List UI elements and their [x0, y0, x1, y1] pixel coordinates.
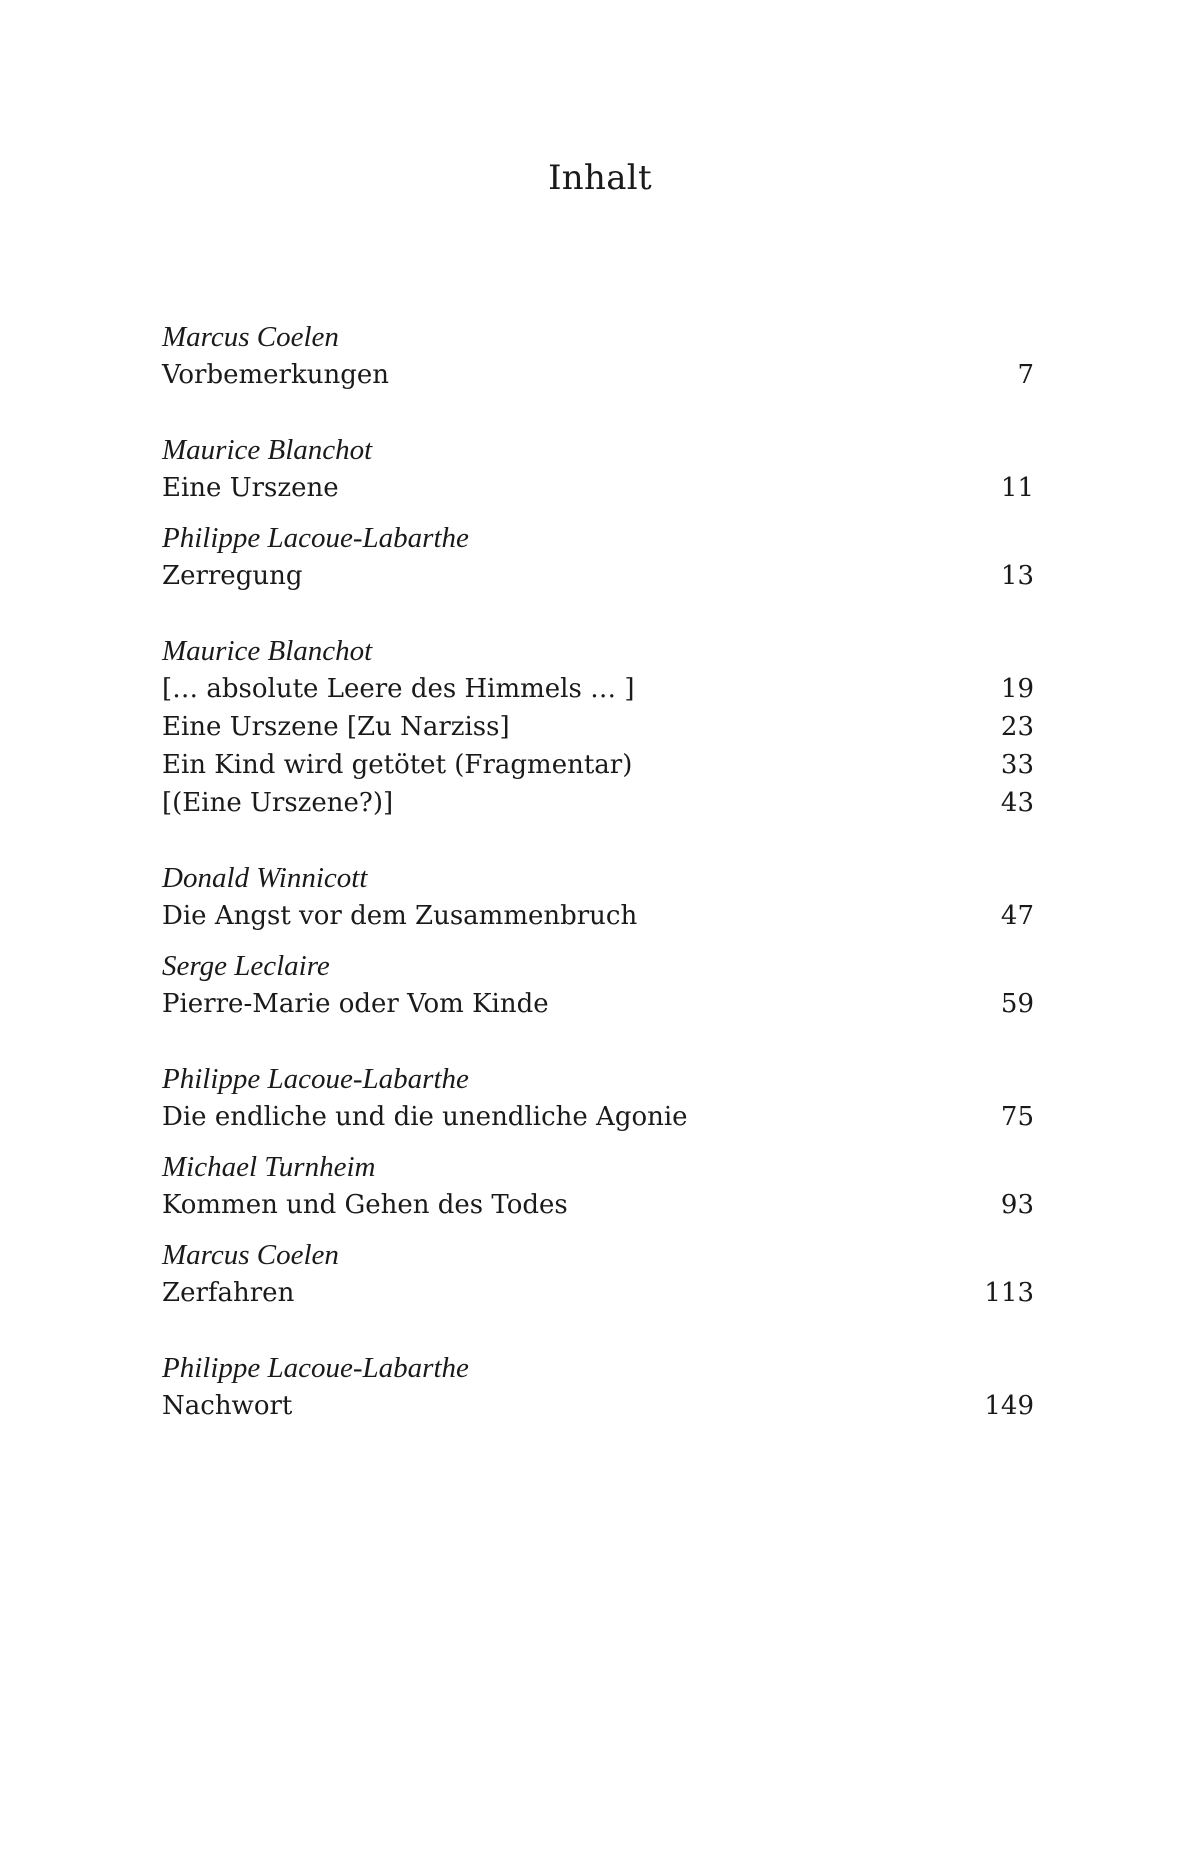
- entry-page-number: 113: [984, 1278, 1034, 1308]
- entry-page-number: 43: [1000, 788, 1034, 818]
- toc-section: [162, 632, 1034, 822]
- page-title: Inhalt: [548, 158, 652, 198]
- toc-section: [162, 519, 1034, 595]
- toc-entry: [162, 897, 1034, 935]
- entry-page-number: 11: [1000, 473, 1034, 503]
- entry-title: Eine Urszene [Zu Narziss]: [162, 712, 510, 742]
- entry-page-number: 19: [1000, 674, 1034, 704]
- entry-page-number: 13: [1000, 561, 1034, 591]
- entry-title: [… absolute Leere des Himmels … ]: [162, 674, 635, 704]
- entry-title: [(Eine Urszene?)]: [162, 788, 394, 818]
- toc-entry: [162, 670, 1034, 708]
- entry-title: Zerfahren: [162, 1278, 295, 1308]
- toc-entry: [162, 1098, 1034, 1136]
- entry-title: Die Angst vor dem Zusammenbruch: [162, 901, 638, 931]
- toc-entry: [162, 1274, 1034, 1312]
- toc-entry: [162, 784, 1034, 822]
- toc-section: [162, 1148, 1034, 1224]
- toc-entry: [162, 985, 1034, 1023]
- toc-entry: [162, 557, 1034, 595]
- entry-title: Pierre-Marie oder Vom Kinde: [162, 989, 549, 1019]
- section-author: Philippe Lacoue-Labarthe: [162, 1063, 469, 1095]
- entry-title: Eine Urszene: [162, 473, 339, 503]
- toc-section: [162, 318, 1034, 394]
- toc-entry: [162, 469, 1034, 507]
- entry-title: Zerregung: [162, 561, 303, 591]
- entry-page-number: 33: [1000, 750, 1034, 780]
- toc-entry: [162, 1186, 1034, 1224]
- section-author: Philippe Lacoue-Labarthe: [162, 1352, 469, 1384]
- section-author: Marcus Coelen: [162, 1239, 339, 1271]
- toc-section: [162, 1060, 1034, 1136]
- section-author: Philippe Lacoue-Labarthe: [162, 522, 469, 554]
- entry-title: Nachwort: [162, 1391, 293, 1421]
- entry-page-number: 23: [1000, 712, 1034, 742]
- section-author: Michael Turnheim: [162, 1151, 376, 1183]
- entry-page-number: 93: [1000, 1190, 1034, 1220]
- toc-section: [162, 947, 1034, 1023]
- toc-entry: [162, 708, 1034, 746]
- section-author: Maurice Blanchot: [162, 434, 373, 466]
- section-author: Donald Winnicott: [162, 862, 368, 894]
- section-author: Maurice Blanchot: [162, 635, 373, 667]
- entry-title: Kommen und Gehen des Todes: [162, 1190, 568, 1220]
- table-of-contents: [162, 318, 1034, 1425]
- entry-title: Ein Kind wird getötet (Fragmentar): [162, 750, 633, 780]
- section-author: Serge Leclaire: [162, 950, 330, 982]
- toc-entry: [162, 746, 1034, 784]
- toc-section: [162, 859, 1034, 935]
- toc-section: [162, 1349, 1034, 1425]
- entry-title: Die endliche und die unendliche Agonie: [162, 1102, 688, 1132]
- toc-entry: [162, 1387, 1034, 1425]
- entry-page-number: 59: [1000, 989, 1034, 1019]
- entry-page-number: 75: [1000, 1102, 1034, 1132]
- entry-title: Vorbemerkungen: [162, 360, 389, 390]
- section-author: Marcus Coelen: [162, 321, 339, 353]
- entry-page-number: 7: [1017, 360, 1034, 390]
- entry-page-number: 149: [984, 1391, 1034, 1421]
- toc-section: [162, 431, 1034, 507]
- entry-page-number: 47: [1000, 901, 1034, 931]
- toc-section: [162, 1236, 1034, 1312]
- toc-entry: [162, 356, 1034, 394]
